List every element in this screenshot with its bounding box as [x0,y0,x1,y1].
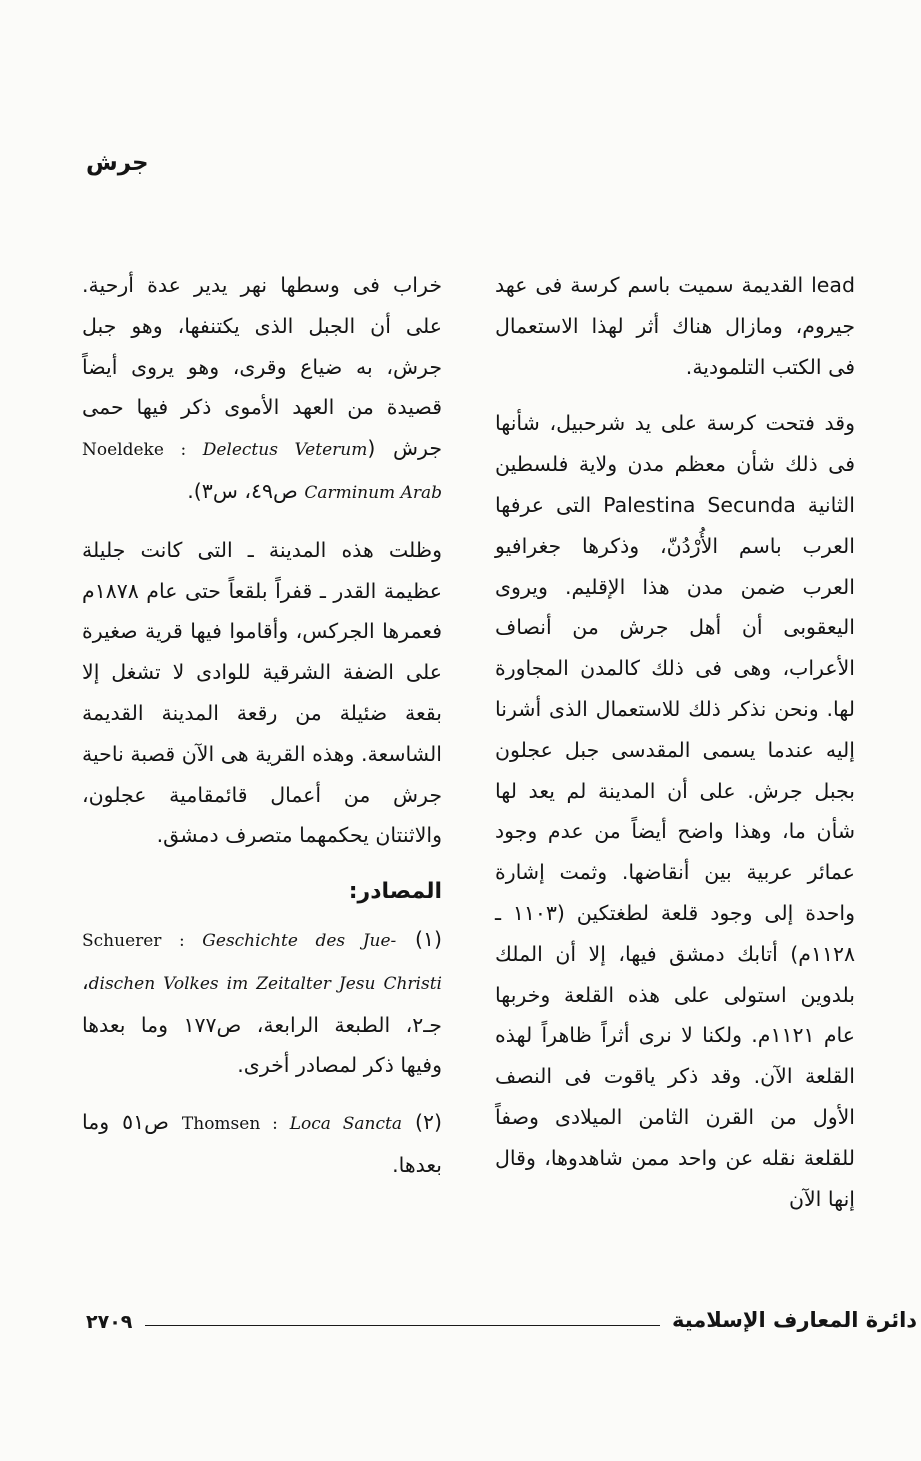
paragraph [82,265,442,514]
reference-tail: ص٥١ وما بعدها. [82,1110,442,1177]
paragraph: وظلت هذه المدينة ـ التى كانت جليلة عظيمة القدر ـ قفراً بلقعاً حتى عام ١٨٧٨م فعمرها الجركس، وأقاموا فيها قرية صغيرة على الضفة الشرقية للوادى لا تشغل إلا بقعة ضئيلة من رقعة المدينة القديمة الشاسعة. وهذه القرية هى الآن قصبة ناحية جرش من أعمال قائمقامية عجلون، والاثنتان يحكمهما متصرف دمشق. [82,537,442,848]
citation-tail: ص٤٩، س٣). [187,478,305,503]
running-head: جرش [86,150,149,176]
reference-title: Geschichte des Jue-dischen Volkes im Zeitalter Jesu Christi [88,930,442,994]
reference-author: Schuerer : [82,930,203,951]
reference-item [82,1102,442,1186]
reference-number: (٢) [402,1110,442,1135]
reference-item [82,919,442,1086]
paragraph-text: خراب فى وسطها نهر يدير عدة أرحية. على أن الجبل الذى يكتنفها، وهو جبل جرش، به ضياع وقرى، وهو يروى أيضاً قصيدة من العهد الأموى ذكر فيها حمى جرش ( [82,273,442,461]
footer-title: دائرة المعارف الإسلامية [672,1308,918,1332]
citation-author: Noeldeke : [82,440,203,461]
citation-title: Delectus Veterum Carminum Arab [202,440,442,503]
reference-number: (١) [396,926,442,951]
paragraph: وقد فتحت كرسة على يد شرحبيل، شأنها فى ذلك شأن معظم مدن ولاية فلسطين الثانية Palestina Secunda التى عرفها العرب باسم الأُرْدُنّ، وذكرها جغرافيو العرب ضمن مدن هذا الإقليم. ويروى اليعقوبى أن أهل جرش من أنصاف الأعراب، وهى فى ذلك كالمدن المجاورة لها. ونحن نذكر ذلك للاستعمال الذى أشرنا إليه عندما يسمى المقدسى جبل عجلون بجبل جرش. على أن المدينة لم يعد لها شأن ما، وهذا واضح أيضاً من عدم وجود عمائر عربية بين أنقاضها. وثمت إشارة واحدة إلى وجود قلعة لطغتكين (١١٠٣ ـ ١١٢٨م) أتابك دمشق فيها، إلا أن الملك بلدوين استولى على هذه القلعة وخربها عام ١١٢١م. ولكنا لا نرى أثراً ظاهراً لهذه القلعة الآن. وقد ذكر ياقوت فى النصف الأول من القرن الثامن الميلادى وصفاً للقلعة نقله عن واحد ممن شاهدوها، وقال إنها الآن [495,411,855,1211]
paragraph: lead القديمة سميت باسم كرسة فى عهد جيروم، ومازال هناك أثر لهذا الاستعمال فى الكتب التلمودية. [495,273,855,379]
sources-heading: المصادر: [348,879,442,905]
left-column [82,265,442,1202]
reference-title: Loca Sancta [289,1114,402,1135]
right-column [495,265,855,1235]
reference-author: Thomsen : [181,1114,290,1135]
reference-tail: ، جـ٢، الطبعة الرابعة، ص١٧٧ وما بعدها وفيها ذكر لمصادر أخرى. [82,969,442,1078]
footer-rule [145,1325,660,1326]
page-number: ٢٧٠٩ [86,1311,133,1333]
